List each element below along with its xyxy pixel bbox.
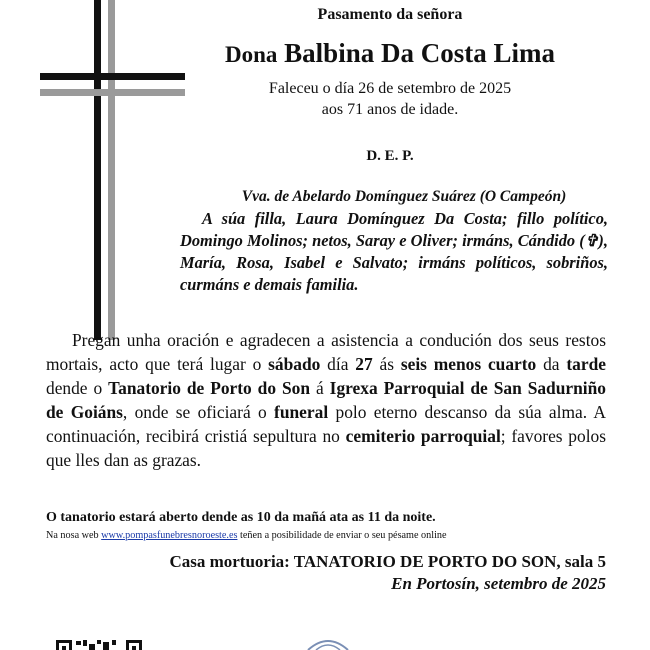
website-link[interactable]: www.pompasfunebresnoroeste.es	[101, 530, 238, 541]
death-info	[180, 78, 600, 120]
body-text-4: da	[543, 354, 560, 374]
ceremony-text	[46, 328, 606, 472]
notice-intro: Pasamento da señora	[317, 6, 463, 23]
ceremony-from-place: Tanatorio de Porto do Son	[108, 378, 311, 398]
web-suffix: teñen a posibilidade de enviar o seu pésame online	[240, 530, 447, 541]
body-text-9: ; favores polos que lles dan as grazas.	[46, 426, 606, 470]
ceremony-to-place: Igrexa Parroquial de San Sadurniño de Goiáns	[46, 378, 606, 422]
tanatorio-hours: O tanatorio estará aberto dende as 10 da mañá ata as 11 da noite.	[46, 510, 436, 525]
funeral-word: funeral	[274, 402, 329, 422]
latin-cross-icon	[40, 0, 200, 340]
place-and-date: En Portosín, setembro de 2025	[391, 574, 606, 593]
funeral-home-logo-icon	[300, 638, 356, 650]
body-text-6: á	[315, 378, 324, 398]
body-text-7: , onde se oficiará o	[122, 402, 267, 422]
ceremony-day: sábado	[268, 354, 321, 374]
cemetery-name: cemiterio parroquial	[345, 426, 501, 446]
ceremony-period: tarde	[566, 354, 606, 374]
deceased-name-line	[180, 38, 600, 69]
relatives-list: A súa filla, Laura Domínguez Da Costa; fillo político, Domingo Molinos; netos, Saray e Oliver; irmáns, Cándido (✞), María, Rosa, Isabel e Salvato; irmáns políticos, sobriños, curmáns e demais familia.	[180, 209, 608, 294]
death-date-line: Faleceu o día 26 de setembro de 2025	[268, 80, 512, 97]
body-text-8: polo eterno descanso da súa alma. A continuación, recibirá cristiá sepultura no	[46, 402, 606, 446]
name-prefix: Dona	[225, 42, 278, 67]
body-text-5: dende o	[46, 378, 103, 398]
mortuary-location: Casa mortuoria: TANATORIO DE PORTO DO SON, sala 5	[169, 552, 606, 571]
ceremony-time: seis menos cuarto	[400, 354, 537, 374]
body-text-3: ás	[379, 354, 394, 374]
body-text-2: día	[327, 354, 349, 374]
web-prefix: Na nosa web	[46, 530, 99, 541]
web-condolence-note	[46, 530, 447, 541]
qr-code-icon	[56, 636, 144, 650]
ceremony-date: 27	[355, 354, 373, 374]
dep-heading: D. E. P.	[366, 148, 414, 164]
body-text-1: Pregan unha oración e agradecen a asistencia a condución dos seus restos mortais, acto que terá lugar o	[46, 330, 606, 374]
deceased-name: Balbina Da Costa Lima	[284, 38, 555, 68]
age-line: aos 71 anos de idade.	[321, 101, 459, 118]
widow-line: Vva. de Abelardo Domínguez Suárez (O Campeón)	[241, 188, 567, 205]
